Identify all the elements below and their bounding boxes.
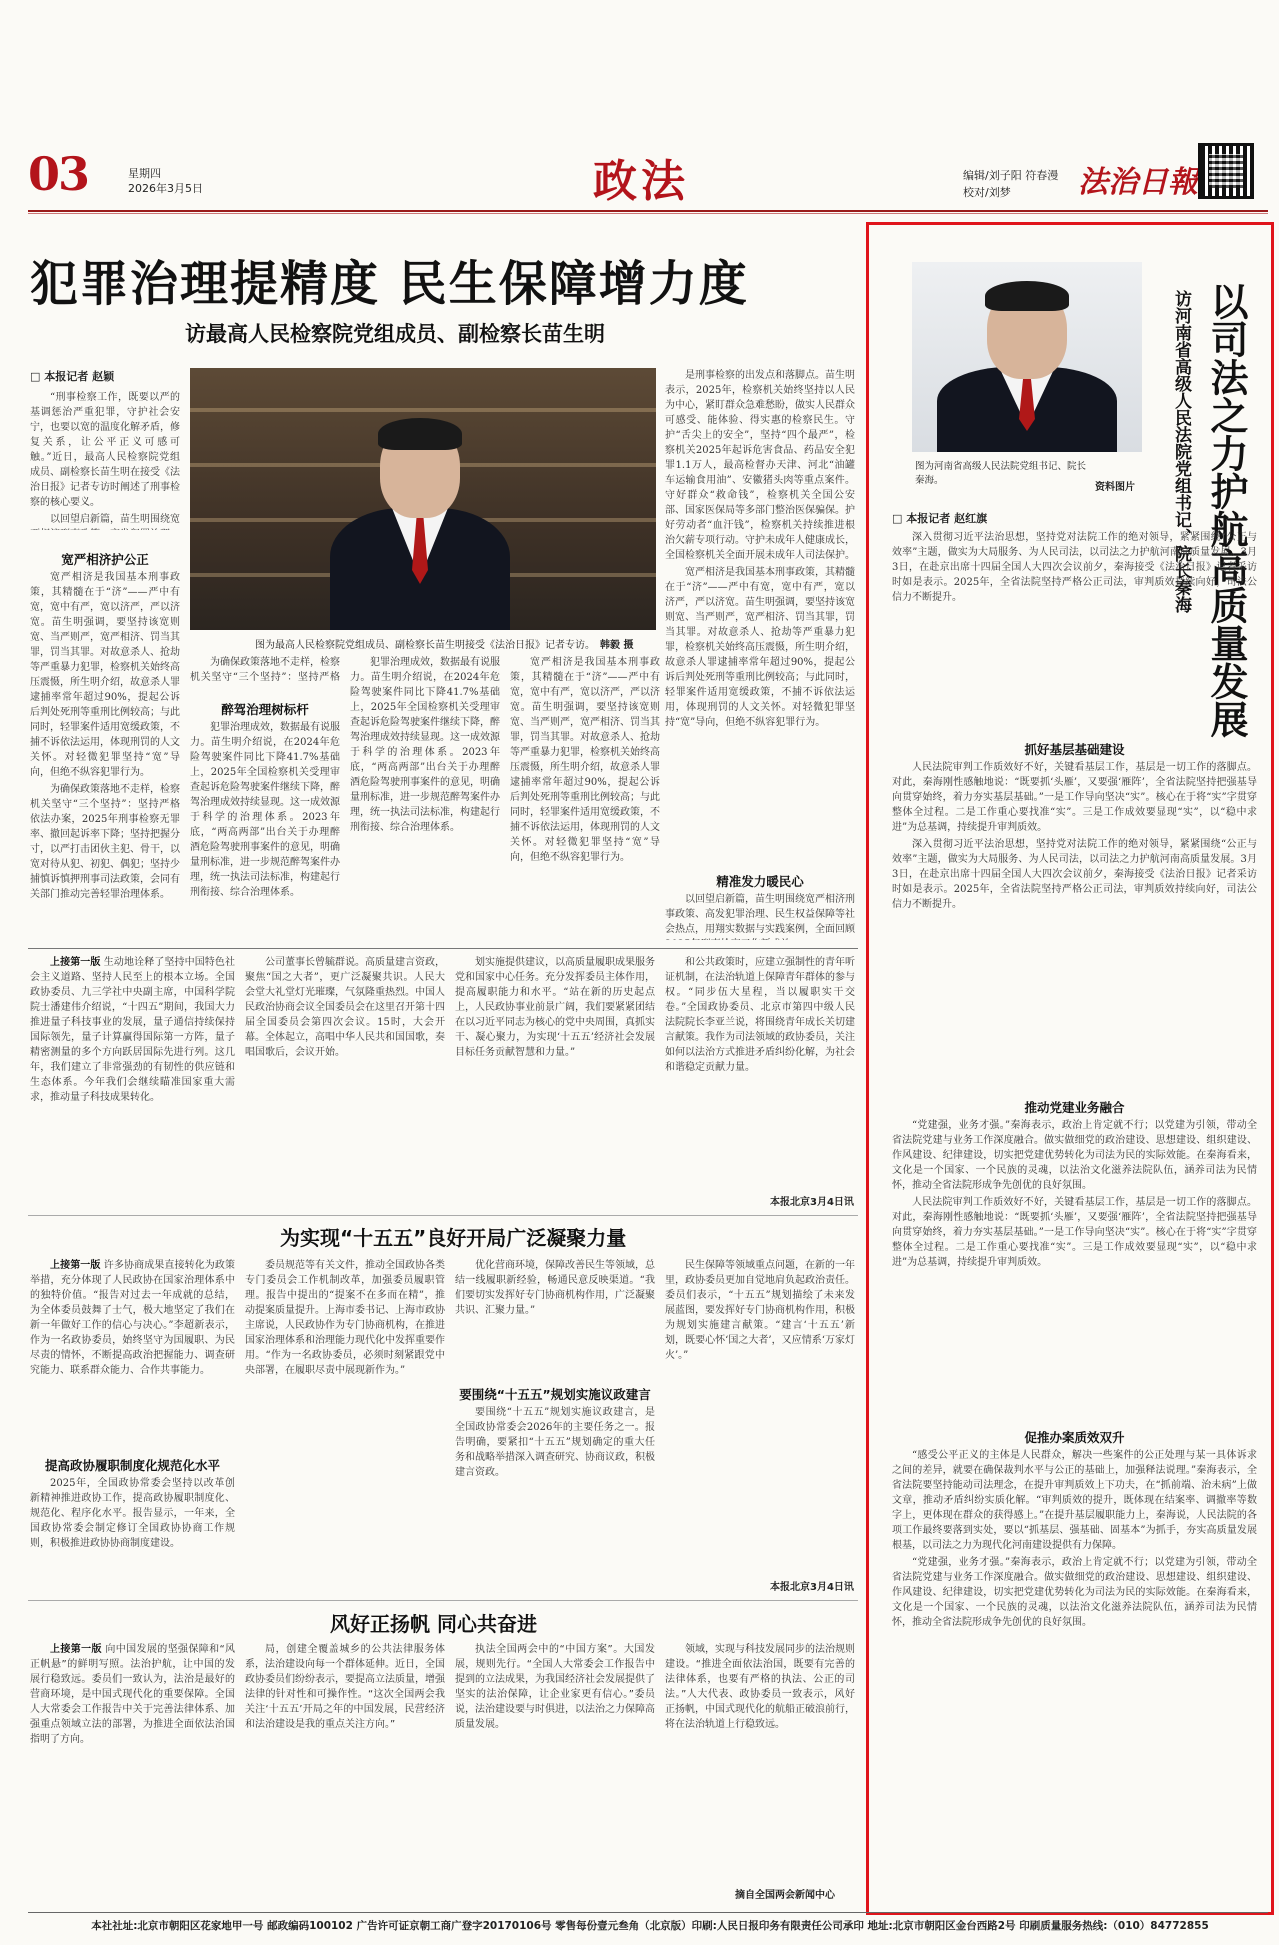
masthead-rule-thin xyxy=(28,213,1268,214)
feature-title: 以司法之力护航高质量发展 xyxy=(1204,282,1248,738)
main-intro-para2: 以回望启新篇，苗生明围绕宽 xyxy=(50,514,180,525)
interviewee-figure xyxy=(320,388,520,630)
article2-col-4-text: 和公共政策时，应建立强制性的青年听证机制，在法治轨道上保障青年群体的参与权。“同步伍大星程，当以履职实干交卷。”全国政协委员、北京市第四中级人民法院院长李亚兰说，将围绕青年成长关切建言献策。我作为司法领域的政协委员，关注如何以法治方式推进矛盾纠纷化解，为社会和谐稳定贡献力量。 xyxy=(665,957,855,1073)
article4-dateline: 摘自全国两会新闻中心 xyxy=(735,1890,835,1901)
masthead-rule xyxy=(28,210,1268,212)
article2-col-2 xyxy=(245,955,445,1210)
main-col-2-top-text: 为确保政策落地不走样，检察机关坚守“三个坚持”：坚持严格 xyxy=(190,657,340,683)
footer-rule xyxy=(28,1912,1268,1913)
main-subtitle-1: 宽严相济护公正 xyxy=(61,552,149,567)
feature-subtitle-1: 抓好基层基础建设 xyxy=(1024,742,1125,757)
main-intro xyxy=(30,390,180,530)
main-col-5-text-b: 宽严相济是我国基本刑事政策，其精髓在于“济”——严中有宽，宽中有严，宽以济严，严以济宽。苗生明强调，要坚持该宽则宽、当严则严，宽严相济、罚当其罪，罚当其罪。对故意杀人、抢劫等严重暴力犯罪，检察机关始终高压震慑，所生明介绍，故意杀人罪逮捕率常年超过90%，提起公诉后判处死刑等重刑比例较高；与此同时，轻罪案件适用宽缓政策，不捕不诉依法运用，体现刑罚的人文关怀。对轻微犯罪坚持“宽”导向，但绝不纵容犯罪行为。 xyxy=(665,567,855,728)
section-divider-3 xyxy=(28,1600,858,1601)
main-col-4 xyxy=(510,655,660,905)
main-col-2-top xyxy=(190,655,340,685)
main-col-2 xyxy=(190,720,340,940)
feature-person-figure xyxy=(937,267,1117,452)
feature-sub3-text-b: “党建强，业务才强。”秦海表示，政治上肯定就不行；以党建为引领，带动全省法院党建与业务工作深度融合。做实做细党的政治建设、思想建设、组织建设、作风建设、纪律建设，切实把党建优势转化为司法为民的实际效能。在秦海看来，文化是一个国家、一个民族的灵魂，以法治文化滋养法院队伍，涵养司法为民情怀，推动全省法院形成争先创优的良好氛围。 xyxy=(892,1557,1257,1628)
article4-col-2 xyxy=(245,1642,445,1902)
article3-col-3b xyxy=(455,1405,655,1595)
issue-date: 2026年3月5日 xyxy=(128,182,203,195)
feature-subtitle: 访河南省高级人民法院党组书记、院长秦海 xyxy=(1171,290,1191,613)
article3-subtitle-1: 提高政协履职制度化规范化水平 xyxy=(44,1458,220,1473)
weekday: 星期四 xyxy=(128,167,161,180)
feature-byline xyxy=(892,510,987,526)
main-subtitle-2: 醉驾治理树标杆 xyxy=(221,702,309,717)
main-col-5 xyxy=(665,368,855,858)
article4-label: 上接第一版 xyxy=(50,1644,102,1655)
feature-byline-box-icon: □ xyxy=(892,512,907,525)
article4-col-4-text: 领域，实现与科技发展同步的法治规则建设。“推进全面依法治国，既要有完善的法律体系，也要有严格的执法、公正的司法。”人大代表、政协委员一致表示，风好正扬帆，中国式现代化的航船正破浪前行，将在法治轨道上行稳致远。 xyxy=(665,1644,855,1730)
main-subheadline: 访最高人民检察院党组成员、副检察长苗生明 xyxy=(185,322,605,346)
article3-text: 许多协商成果直接转化为政策举措，充分体现了人民政协在国家治理体系中的独特价值。“报告对过去一年成就的总结，为全体委员鼓舞了士气，极大地坚定了我们在新一年做好工作的信心与决心。”李超新表示，作为一名政协委员，始终坚守为国履职、为民尽责的情怀，不断提高政治把握能力、调查研究能力、联系群众能力、合作共事能力。 xyxy=(30,1260,235,1376)
main-photo xyxy=(190,368,656,630)
article2-col-1 xyxy=(30,955,235,1210)
main-col-1 xyxy=(30,570,180,940)
article2-col-4 xyxy=(665,955,855,1190)
main-col-3-text: 犯罪治理成效，数据最有说服力。苗生明介绍说，在2024年危险驾驶案件同比下降41.7%基础上，2025年全国检察机关受理审查起诉危险驾驶案件继续下降，醉驾治理成效持续显现。这一成效源于科学的治理体系。2023年底，“两高两部”出台关于办理醉酒危险驾驶刑事案件的意见，明确量刑标准，进一步规范醉驾案件办理，统一执法司法标准，构建起行刑衔接、综合治理体系。 xyxy=(350,657,500,833)
feature-sub2-text: “党建强，业务才强。”秦海表示，政治上肯定就不行；以党建为引领，带动全省法院党建与业务工作深度融合。做实做细党的政治建设、思想建设、组织建设、作风建设、纪律建设，切实把党建优势转化为司法为民的实际效能。在秦海看来，文化是一个国家、一个民族的灵魂，以法治文化滋养法院队伍，涵养司法为民情怀，推动全省法院形成争先创优的良好氛围。 xyxy=(892,1120,1257,1191)
feature-section-3 xyxy=(892,1448,1257,1898)
editors-credit xyxy=(963,167,1058,201)
section-divider-1 xyxy=(28,948,858,949)
feature-intro xyxy=(892,530,1257,730)
feature-subtitle-3: 促推办案质效双升 xyxy=(1024,1430,1125,1445)
feature-sub3-text: “感受公平正义的主体是人民群众，解决一些案件的公正处理与某一具体诉求之间的差异，就要在确保裁判水平与公正的基础上，加强释法说理。”秦海表示，全省法院要坚持能动司法理念，在提升审判质效上下功夫，在“抓前端、治未病”上做文章，推动矛盾纠纷实质化解。“审判质效的提升，既体现在结案率、调撤率等数字上，更体现在群众的获得感上。”在提升基层履职能力上，秦海说，人民法院的各项工作最终要落到实处，要以“抓基层、强基础、固基本”为抓手，夯实高质量发展根基，以司法之力为现代化河南建设提供有力保障。 xyxy=(892,1450,1257,1551)
masthead xyxy=(28,135,1268,207)
byline-box-icon: □ xyxy=(30,370,45,383)
main-col-5-text: 是刑事检察的出发点和落脚点。苗生明表示，2025年，检察机关始终坚持以人民为中心，紧盯群众急难愁盼，做实人民群众可感受、能体验、得实惠的检察民生。守护“舌尖上的安全”，坚持“四个最严”，检察机关2025年起诉危害食品、药品安全犯罪1.1万人，最高检督办天津、河北“油罐车运输食用油”、安徽猪头肉等重点案件。守好群众“救命钱”，检察机关全国公安部、国家医保局等多部门整治医保骗保。护好劳动者“血汗钱”，检察机关持续推进根治欠薪专项行动。守护未成年人健康成长，全国检察机关全面开展未成年人司法保护。 xyxy=(665,370,855,561)
article3-dateline: 本报北京3月4日讯 xyxy=(770,1582,854,1593)
article3-sub2-text: 要围绕“十五五”规划实施议政建言，是全国政协常委会2026年的主要任务之一。报告明确，要紧扣“十五五”规划确定的重大任务和战略举措深入调查研究、协商议政，积极建言资政。 xyxy=(455,1407,655,1478)
qr-code-icon xyxy=(1198,143,1254,199)
article2-text: 生动地诠释了坚持中国特色社会主义道路、坚持人民至上的根本立场。全国政协委员、九三学社中央副主席，中国科学院院士潘建伟介绍说，“十四五”期间，我国大力推进量子科技事业的发展，量子通信持续保持国际领先，量子计算赢得国际第一方阵，量子精密测量的多个方向跃居国际先进行列。这几年，我们建立了非常强劲的有韧性的供应链和生态体系。今年我们会继续瞄准国家重大需求，推动量子科技成果转化。 xyxy=(30,957,235,1103)
main-col-5-end-text: 以回望启新篇，苗生明围绕宽严相济刑事政策、高发犯罪治理、民生权益保障等社会热点，用翔实数据与实践案例，全面回顾 xyxy=(665,894,855,935)
feature-sub2-text-b: 人民法院审判工作质效好不好，关键看基层工作，基层是一切工作的落脚点。对此，秦海刚性感触地说：“既要抓‘头雁’，又要强‘雁阵’，全省法院坚持把强基导向贯穿始终，着力夯实基层基础。”一是工作导向坚决“实”。核心在于将“实”字贯穿整体全过程。二是工作重心要找准“实”。三是工作成效要显现“实”，以“稳中求进”为总基调，持续提升审判质效。 xyxy=(892,1197,1257,1268)
section-title: 政法 xyxy=(593,156,689,207)
feature-intro-text: 深入贯彻习近平法治思想，坚持党对法院工作的绝对领导，紧紧围绕“公正与效率”主题，做实为大局服务、为人民司法，以司法之力护航河南高质量发展。3月3日，在赴京出席十四届全国人大四次会议前夕，秦海接受《法治日报》记者采访时如是表示。2025年，全省法院坚持严格公正司法，审判质效持续向好，司法公信力不断提升。 xyxy=(892,532,1257,603)
article4-col-3-text: 执法全国两会中的“中国方案”。大国发展，规则先行。“全国人大常委会工作报告中提到的立法成果，为我国经济社会发展提供了坚实的法治保障，让企业家更有信心。”委员说，法治建设要与时俱进，以法治之力保障高质量发展。 xyxy=(455,1644,655,1730)
article3-col-2-text: 委员规范等有关文件，推动全国政协各类专门委员会工作机制改革，加强委员履职管理。报告中提出的“提案不在多而在精”，推动提案质量提升。上海市委书记、上海市政协主席说，人民政协作为专门协商机构，在推进国家治理体系和治理能力现代化中发挥重要作用。“作为一名政协委员，必须时刻紧跟党中央部署，在履职尽责中展现新作为。” xyxy=(245,1260,445,1376)
article4-col-1 xyxy=(30,1642,235,1902)
main-col-2-text: 犯罪治理成效，数据最有说服力。苗生明介绍说，在2024年危险驾驶案件同比下降41.7%基础上，2025年全国检察机关受理审查起诉危险驾驶案件继续下降，醉驾治理成效持续显现。这一成效源于科学的治理体系。2023年底，“两高两部”出台关于办理醉酒危险驾驶刑事案件的意见，明确量刑标准，进一步规范醉驾案件办理，统一执法司法标准，构建起行刑衔接、综合治理体系。 xyxy=(190,722,340,898)
main-intro-para: “刑事检察工作，既要以严的基调惩治严重犯罪，守护社会安宁，也要以宽的温度化解矛盾，修复关系，让公平正义可感可触。”近日，最高人民检察院党组成员、副检察长苗生明在接受《法治日报》记者专访时阐述了刑事检察的核心要义。 xyxy=(30,392,180,508)
article3-title: 为实现“十五五”良好开局广泛凝聚力量 xyxy=(280,1226,627,1250)
proofreader-line: 校对/刘梦 xyxy=(963,186,1011,199)
feature-subtitle-2: 推动党建业务融合 xyxy=(1024,1100,1125,1115)
main-col-4-text: 宽严相济是我国基本刑事政策，其精髓在于“济”——严中有宽，宽中有严，宽以济严，严以济宽。苗生明强调，要坚持该宽则宽、当严则严，宽严相济、罚当其罪，罚当其罪。对故意杀人、抢劫等严重暴力犯罪，检察机关始终高压震慑，所生明介绍，故意杀人罪逮捕率常年超过90%，提起公诉后判处死刑等重刑比例较高；与此同时，轻罪案件适用宽缓政策，不捕不诉依法运用，体现刑罚的人文关怀。对轻微犯罪坚持“宽”导向，但绝不纵容犯罪行为。 xyxy=(510,657,660,863)
main-byline xyxy=(30,368,114,384)
feature-sub1-text-b: 深入贯彻习近平法治思想，坚持党对法院工作的绝对领导，紧紧围绕“公正与效率”主题，做实为大局服务、为人民司法，以司法之力护航河南高质量发展。3月3日，在赴京出席十四届全国人大四次会议前夕，秦海接受《法治日报》记者采访时如是表示。2025年，全省法院坚持严格公正司法，审判质效持续向好，司法公信力不断提升。 xyxy=(892,839,1257,910)
footer-imprint: 本社社址:北京市朝阳区花家地甲一号 邮政编码100102 广告许可证京朝工商广登字20170106号 零售每份壹元叁角（北京版）印刷:人民日报印务有限责任公司承印 地址:北京市朝阳区金台西路2号 印刷质量服务热线:（010）84772855 xyxy=(91,1920,1209,1932)
article4-text: 向中国发展的坚强保障和“风正帆悬”的鲜明写照。法治护航，让中国的发展行稳致远。委员们一致认为，法治是最好的营商环境，是中国式现代化的重要保障。全国人大常委会工作报告中关于完善法律体系、加强重点领域立法的部署，为推进全面依法治国指明了方向。 xyxy=(30,1644,235,1745)
feature-byline-text: 本报记者 赵红旗 xyxy=(906,512,988,525)
main-col-1-text-b: 为确保政策落地不走样，检察机关坚守“三个坚持”：坚持严格依法办案，2025年刑事检察无罪率、撤回起诉率下降；坚持把握分寸，以严打击团伙主犯、骨干，以宽对待从犯、初犯、偶犯；坚持少捕慎诉慎押刑事司法政策，会同有关部门推动完善轻罪治理体系。 xyxy=(30,784,180,900)
article2-dateline: 本报北京3月4日讯 xyxy=(770,1197,854,1208)
article3-col-4-text: 民生保障等领域重点问题，在新的一年里，政协委员更加自觉地肩负起政治责任。委员们表示，“十五五”规划描绘了未来发展蓝图，要发挥好专门协商机构作用，积极为规划实施建言献策。“建言‘十五五’新划，既要心怀‘国之大者’，又应情系‘万家灯火’。” xyxy=(665,1260,855,1361)
main-col-3 xyxy=(350,655,500,905)
article4-col-4 xyxy=(665,1642,855,1882)
article3-col-3-text: 优化营商环境，保障改善民生等领域，总结一线履职新经验，畅通民意反映渠道。“我们要切实发挥好专门协商机构作用，广泛凝聚共识、汇聚力量。” xyxy=(455,1260,655,1316)
article3-col-4 xyxy=(665,1258,855,1573)
paper-logo: 法治日報 xyxy=(1078,165,1198,200)
main-col-1-text: 宽严相济是我国基本刑事政策，其精髓在于“济”——严中有宽，宽中有严，宽以济严，严以济宽。苗生明强调，要坚持该宽则宽、当严则严，宽严相济、罚当其罪，罚当其罪。对故意杀人、抢劫等严重暴力犯罪，检察机关始终高压震慑，所生明介绍，故意杀人罪逮捕率常年超过90%，提起公诉后判处死刑等重刑比例较高；与此同时，轻罪案件适用宽缓政策，不捕不诉依法运用，体现刑罚的人文关怀。对轻微犯罪坚持“宽”导向，但绝不纵容犯罪行为。 xyxy=(30,572,180,778)
feature-sub1-text: 人民法院审判工作质效好不好，关键看基层工作，基层是一切工作的落脚点。对此，秦海刚性感触地说：“既要抓‘头雁’，又要强‘雁阵’，全省法院坚持把强基导向贯穿始终，着力夯实基层基础。”一是工作导向坚决“实”。核心在于将“实”字贯穿整体全过程。二是工作重心要找准“实”。三是工作成效要显现“实”，以“稳中求进”为总基调，持续提升审判质效。 xyxy=(892,762,1257,833)
feature-photo-caption: 图为河南省高级人民法院党组书记、院长秦海。 xyxy=(915,461,1087,486)
main-headline: 犯罪治理提精度 民生保障增力度 xyxy=(30,256,749,312)
main-photo-credit: 韩毅 摄 xyxy=(600,640,634,651)
page-number: 03 xyxy=(28,147,89,201)
feature-section-2 xyxy=(892,1118,1257,1418)
article3-label: 上接第一版 xyxy=(50,1260,101,1271)
editors-line: 编辑/刘子阳 符春漫 xyxy=(963,169,1059,182)
feature-photo-credit: 资料图片 xyxy=(1095,482,1135,493)
main-photo-caption: 图为最高人民检察院党组成员、副检察长苗生明接受《法治日报》记者专访。 xyxy=(255,640,595,651)
feature-section-1 xyxy=(892,760,1257,1090)
article2-col-3-text: 划实施提供建议，以高质量履职成果服务党和国家中心任务。充分发挥委员主体作用，提高履职能力和水平。“站在新的历史起点上，人民政协事业前景广阔，我们要紧紧团结在以习近平同志为核心的党中央周围，真抓实干、凝心聚力，为实现‘十五五’经济社会发展目标任务贡献智慧和力量。” xyxy=(455,957,655,1058)
section-divider-2 xyxy=(28,1215,858,1216)
byline-text: 本报记者 赵颖 xyxy=(44,370,115,383)
article3-col-2 xyxy=(245,1258,445,1598)
article3-col-3 xyxy=(455,1258,655,1368)
article2-col-3 xyxy=(455,955,655,1210)
main-col-5-end xyxy=(665,892,855,940)
article3-col-1b xyxy=(30,1476,235,1596)
article3-sub1-text: 2025年，全国政协常委会坚持以改革创新精神推进政协工作，提高政协履职制度化、规范化、程序化水平。报告显示，一年来，全国政协常委会制定修订全国政协协商工作规则，积极推进政协协商制度建设。 xyxy=(30,1478,235,1549)
main-subtitle-3: 精准发力暖民心 xyxy=(716,874,804,889)
article3-col-1 xyxy=(30,1258,235,1448)
article3-subtitle-2: 要围绕“十五五”规划实施议政建言 xyxy=(459,1387,651,1402)
article2-label: 上接第一版 xyxy=(50,957,101,968)
article4-title: 风好正扬帆 同心共奋进 xyxy=(330,1612,537,1636)
feature-photo xyxy=(912,262,1142,452)
article2-col-2-text: 公司董事长曾毓群说。高质量建言资政，聚焦“国之大者”，更广泛凝聚共识。人民大会堂大礼堂灯光璀璨，气氛隆重热烈。中国人民政治协商会议全国委员会在这里召开第十四届全国委员会第四次会议。15时，大会开幕。全体起立，高唱中华人民共和国国歌，奏唱国歌后，会议开始。 xyxy=(245,957,445,1058)
article4-col-2-text: 局，创建全覆盖城乡的公共法律服务体系，法治建设向每一个群体延伸。近日，全国政协委员们纷纷表示，要提高立法质量，增强法律的针对性和可操作性。“这次全国两会我关注‘十五五’开局之年的中国发展，民营经济和法治建设是我的重点关注方向。” xyxy=(245,1644,445,1730)
article4-col-3 xyxy=(455,1642,655,1902)
